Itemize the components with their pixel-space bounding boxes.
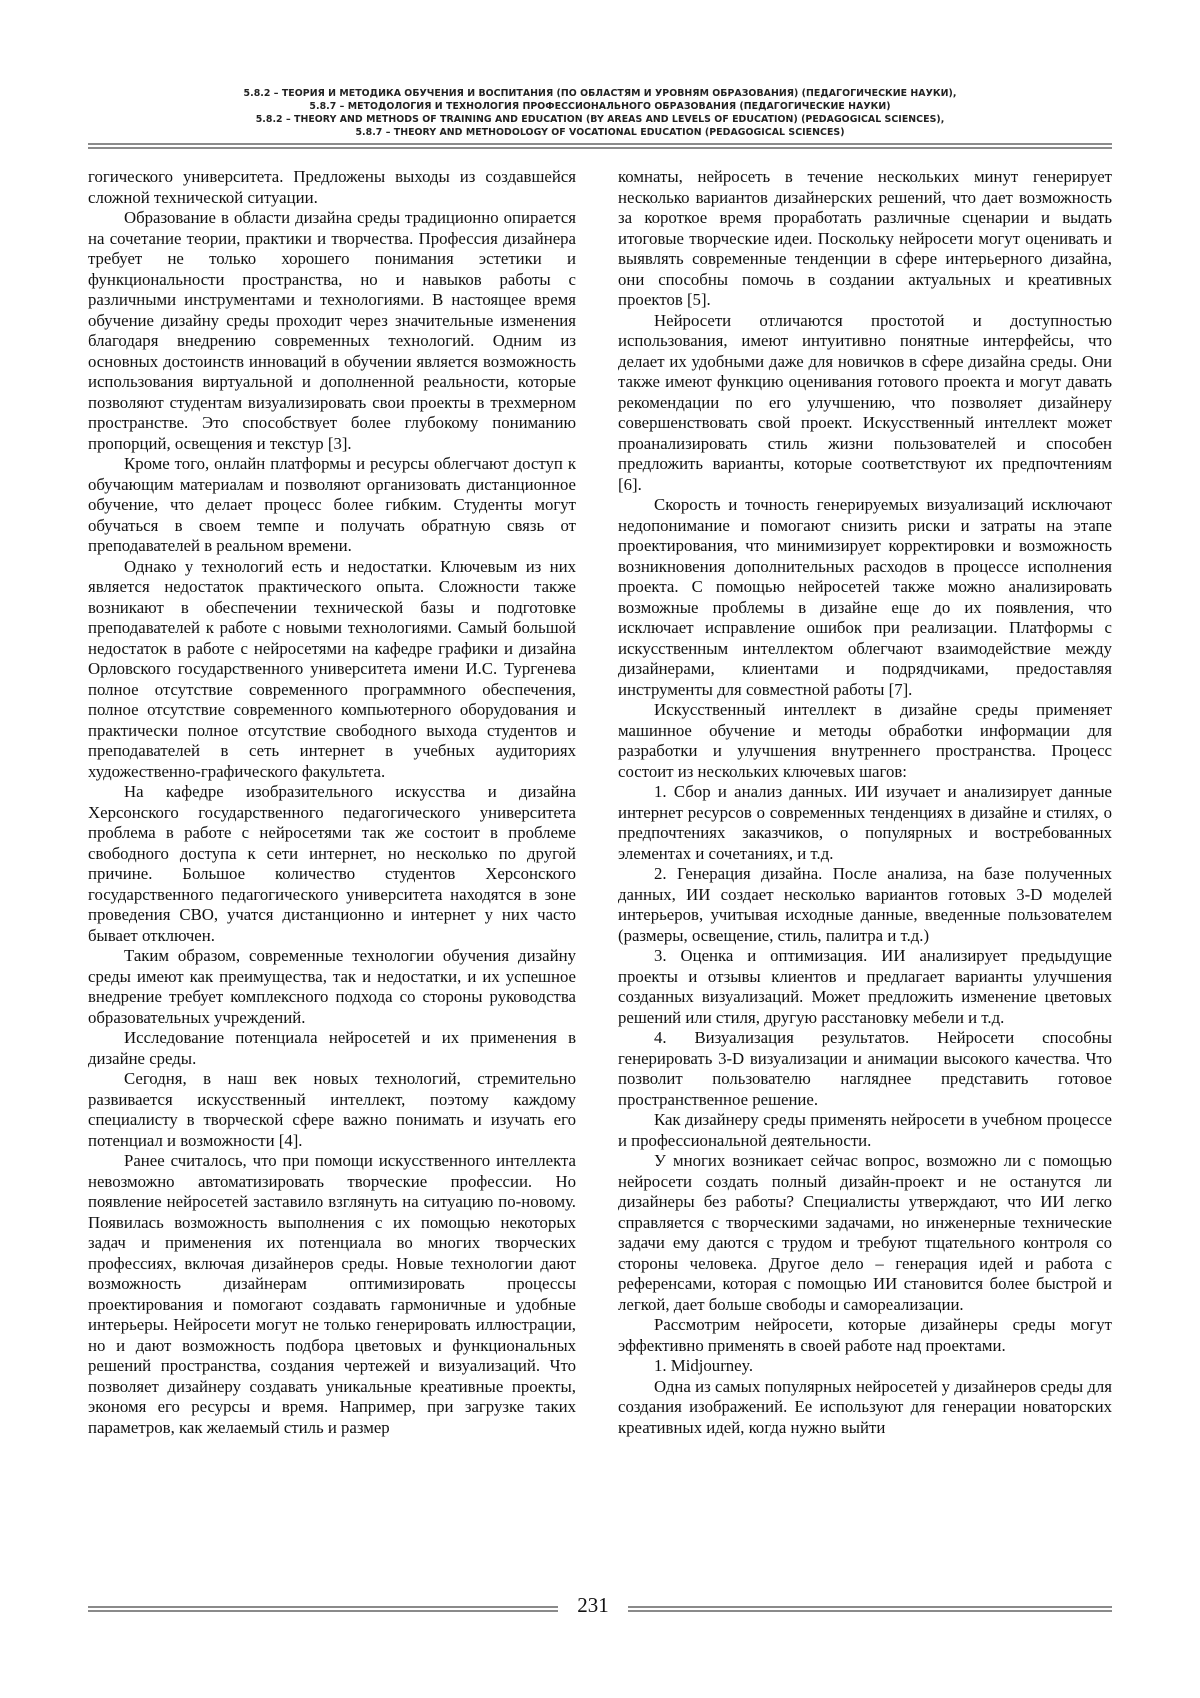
paragraph: Ранее считалось, что при помощи искусственного интеллекта невозможно автоматизировать творческие профессии. Но появление нейросетей заставило взглянуть на ситуацию по-новому. Появилась возможность выполнения с их помощью некоторых задач и применения их потенциала во многих творческих профессиях, включая дизайнеров среды. Новые технологии дают возможность дизайнерам оптимизировать процессы проектирования и помогают создавать гармоничные и удобные интерьеры. Нейросети могут не только генерировать иллюстрации, но и дают возможность подбора цветовых и функциональных решений пространства, создания чертежей и визуализаций. Что позволяет дизайнеру создавать уникальные креативные проекты, экономя его ресурсы и время. Например, при загрузке таких параметров, как желаемый стиль и размер [88,1151,576,1437]
header-divider [88,143,1112,149]
paragraph: Искусственный интеллект в дизайне среды применяет машинное обучение и методы обработки информации для разработки и улучшения внутреннего пространства. Процесс состоит из нескольких ключевых шагов: [618,700,1112,781]
paragraph: Однако у технологий есть и недостатки. Ключевым из них является недостаток практического опыта. Сложности также возникают в обеспечении технической базы и подготовке преподавателей к работе с новыми технологиями. Самый большой недостаток в работе с нейросетями на кафедре графики и дизайна Орловского государственного университета имени И.С. Тургенева полное отсутствие современного программного обеспечения, полное отсутствие современного компьютерного оборудования и практически полное отсутствие свободного выхода студентов и преподавателей в сеть интернет в учебных аудиториях художественно-графического факультета. [88,556,576,781]
paragraph: Скорость и точность генерируемых визуализаций исключают недопонимание и помогают снизить риски и затраты на этапе проектирования, что минимизирует корректировки и возможность возникновения дополнительных расходов в процессе исполнения проекта. С помощью нейросетей также можно анализировать возможные проблемы в дизайне еще до их появления, что исключает исправление ошибок при реализации. Платформы с искусственным интеллектом облегчают взаимодействие между дизайнерами, клиентами и подрядчиками, предоставляя инструменты для совместной работы [7]. [618,495,1112,699]
list-item: 1. Сбор и анализ данных. ИИ изучает и анализирует данные интернет ресурсов о современных тенденциях в дизайне и стилях, о предпочтениях заказчиков, о популярных и востребованных элементах и сочетаниях, и т.д. [618,782,1112,863]
header-line-1: 5.8.2 – ТЕОРИЯ И МЕТОДИКА ОБУЧЕНИЯ И ВОСПИТАНИЯ (ПО ОБЛАСТЯМ И УРОВНЯМ ОБРАЗОВАНИЯ) (ПЕДАГОГИЧЕСКИЕ НАУКИ), [243,88,957,99]
header-line-2: 5.8.7 – МЕТОДОЛОГИЯ И ТЕХНОЛОГИЯ ПРОФЕССИОНАЛЬНОГО ОБРАЗОВАНИЯ (ПЕДАГОГИЧЕСКИЕ НАУКИ) [309,101,891,112]
right-column [618,167,1112,1438]
list-item: 1. Midjourney. [654,1356,754,1375]
left-column [88,167,576,1438]
paragraph: Рассмотрим нейросети, которые дизайнеры среды могут эффективно применять в своей работе над проектами. [618,1315,1112,1355]
paragraph: На кафедре изобразительного искусства и дизайна Херсонского государственного педагогического университета проблема в работе с нейросетями так же состоит в проблеме свободного доступа к сети интернет, но несколько по другой причине. Большое количество студентов Херсонского государственного педагогического университета находятся в зоне проведения СВО, учатся дистанционно и интернет у них часто бывает отключен. [88,782,576,945]
list-item: 4. Визуализация результатов. Нейросети способны генерировать 3-D визуализации и анимации высокого качества. Что позволит пользователю нагляднее представить готовое пространственное решение. [618,1028,1112,1109]
paragraph: комнаты, нейросеть в течение нескольких минут генерирует несколько вариантов дизайнерских решений, что дает возможность за короткое время проработать различные сценарии и выдать итоговые творческие идеи. Поскольку нейросети могут оценивать и выявлять современные тенденции в сфере интерьерного дизайна, они способны помочь в создании актуальных и креативных проектов [5]. [618,167,1112,309]
header-line-4: 5.8.7 – THEORY AND METHODOLOGY OF VOCATIONAL EDUCATION (PEDAGOGICAL SCIENCES) [355,127,845,138]
running-header [88,87,1112,139]
paragraph: гогического университета. Предложены выходы из создавшейся сложной технической ситуации. [88,167,576,207]
header-line-3: 5.8.2 – THEORY AND METHODS OF TRAINING AND EDUCATION (BY AREAS AND LEVELS OF EDUCATION) (PEDAGOGICAL SCIENCES), [255,114,945,125]
page-number: 231 [577,1593,609,1617]
footer-divider-right [628,1606,1112,1612]
section-heading: Как дизайнеру среды применять нейросети в учебном процессе и профессиональной деятельности. [618,1110,1112,1150]
footer-divider-left [88,1606,558,1612]
list-item: 3. Оценка и оптимизация. ИИ анализирует предыдущие проекты и отзывы клиентов и предлагает варианты улучшения созданных визуализаций. Может предложить изменение цветовых решений или стиля, другую расстановку мебели и т.д. [618,946,1112,1027]
paragraph: Нейросети отличаются простотой и доступностью использования, имеют интуитивно понятные интерфейсы, что делает их удобными даже для новичков в сфере дизайна среды. Они также имеют функцию оценивания готового проекта и могут давать рекомендации по его улучшению, что позволяет дизайнеру совершенствовать свой проект. Искусственный интеллект может проанализировать стиль жизни пользователей и способен предложить варианты, которые соответствуют их предпочтениям [6]. [618,310,1112,494]
paragraph: Кроме того, онлайн платформы и ресурсы облегчают доступ к обучающим материалам и позволяют организовать дистанционное обучение, что делает процесс более гибким. Студенты могут обучаться в своем темпе и получать обратную связь от преподавателей в реальном времени. [88,454,576,555]
paragraph: Образование в области дизайна среды традиционно опирается на сочетание теории, практики и творчества. Профессия дизайнера требует не только хорошего понимания эстетики и функциональности пространства, но и навыков работы с различными инструментами и технологиями. В настоящее время обучение дизайну среды проходит через значительные изменения благодаря внедрению современных технологий. Одним из основных достоинств инноваций в обучении является возможность использования виртуальной и дополненной реальности, которые позволяют студентам визуализировать свои проекты в трехмерном пространстве. Это способствует более глубокому пониманию пропорций, освещения и текстур [3]. [88,208,576,453]
section-heading: Исследование потенциала нейросетей и их применения в дизайне среды. [88,1028,576,1068]
paragraph: Таким образом, современные технологии обучения дизайну среды имеют как преимущества, так и недостатки, и их успешное внедрение требует комплексного подхода со стороны руководства образовательных учреждений. [88,946,576,1027]
paragraph: Одна из самых популярных нейросетей у дизайнеров среды для создания изображений. Ее используют для генерации новаторских креативных идей, когда нужно выйти [618,1376,1112,1437]
list-item: 2. Генерация дизайна. После анализа, на базе полученных данных, ИИ создает несколько вариантов готовых 3-D моделей интерьеров, учитывая исходные данные, введенные пользователем (размеры, освещение, стиль, палитра и т.д.) [618,864,1112,945]
paragraph: Сегодня, в наш век новых технологий, стремительно развивается искусственный интеллект, поэтому каждому специалисту в творческой сфере важно понимать и изучать его потенциал и возможности [4]. [88,1069,576,1150]
paragraph: У многих возникает сейчас вопрос, возможно ли с помощью нейросети создать полный дизайн-проект и не останутся ли дизайнеры без работы? Специалисты утверждают, что ИИ легко справляется с творческими задачами, но инженерные технические задачи ему даются с трудом и требуют тщательного контроля со стороны человека. Другое дело – генерация идей и работа с референсами, которая с помощью ИИ становится более быстрой и легкой, дает больше свободы и самореализации. [618,1151,1112,1314]
